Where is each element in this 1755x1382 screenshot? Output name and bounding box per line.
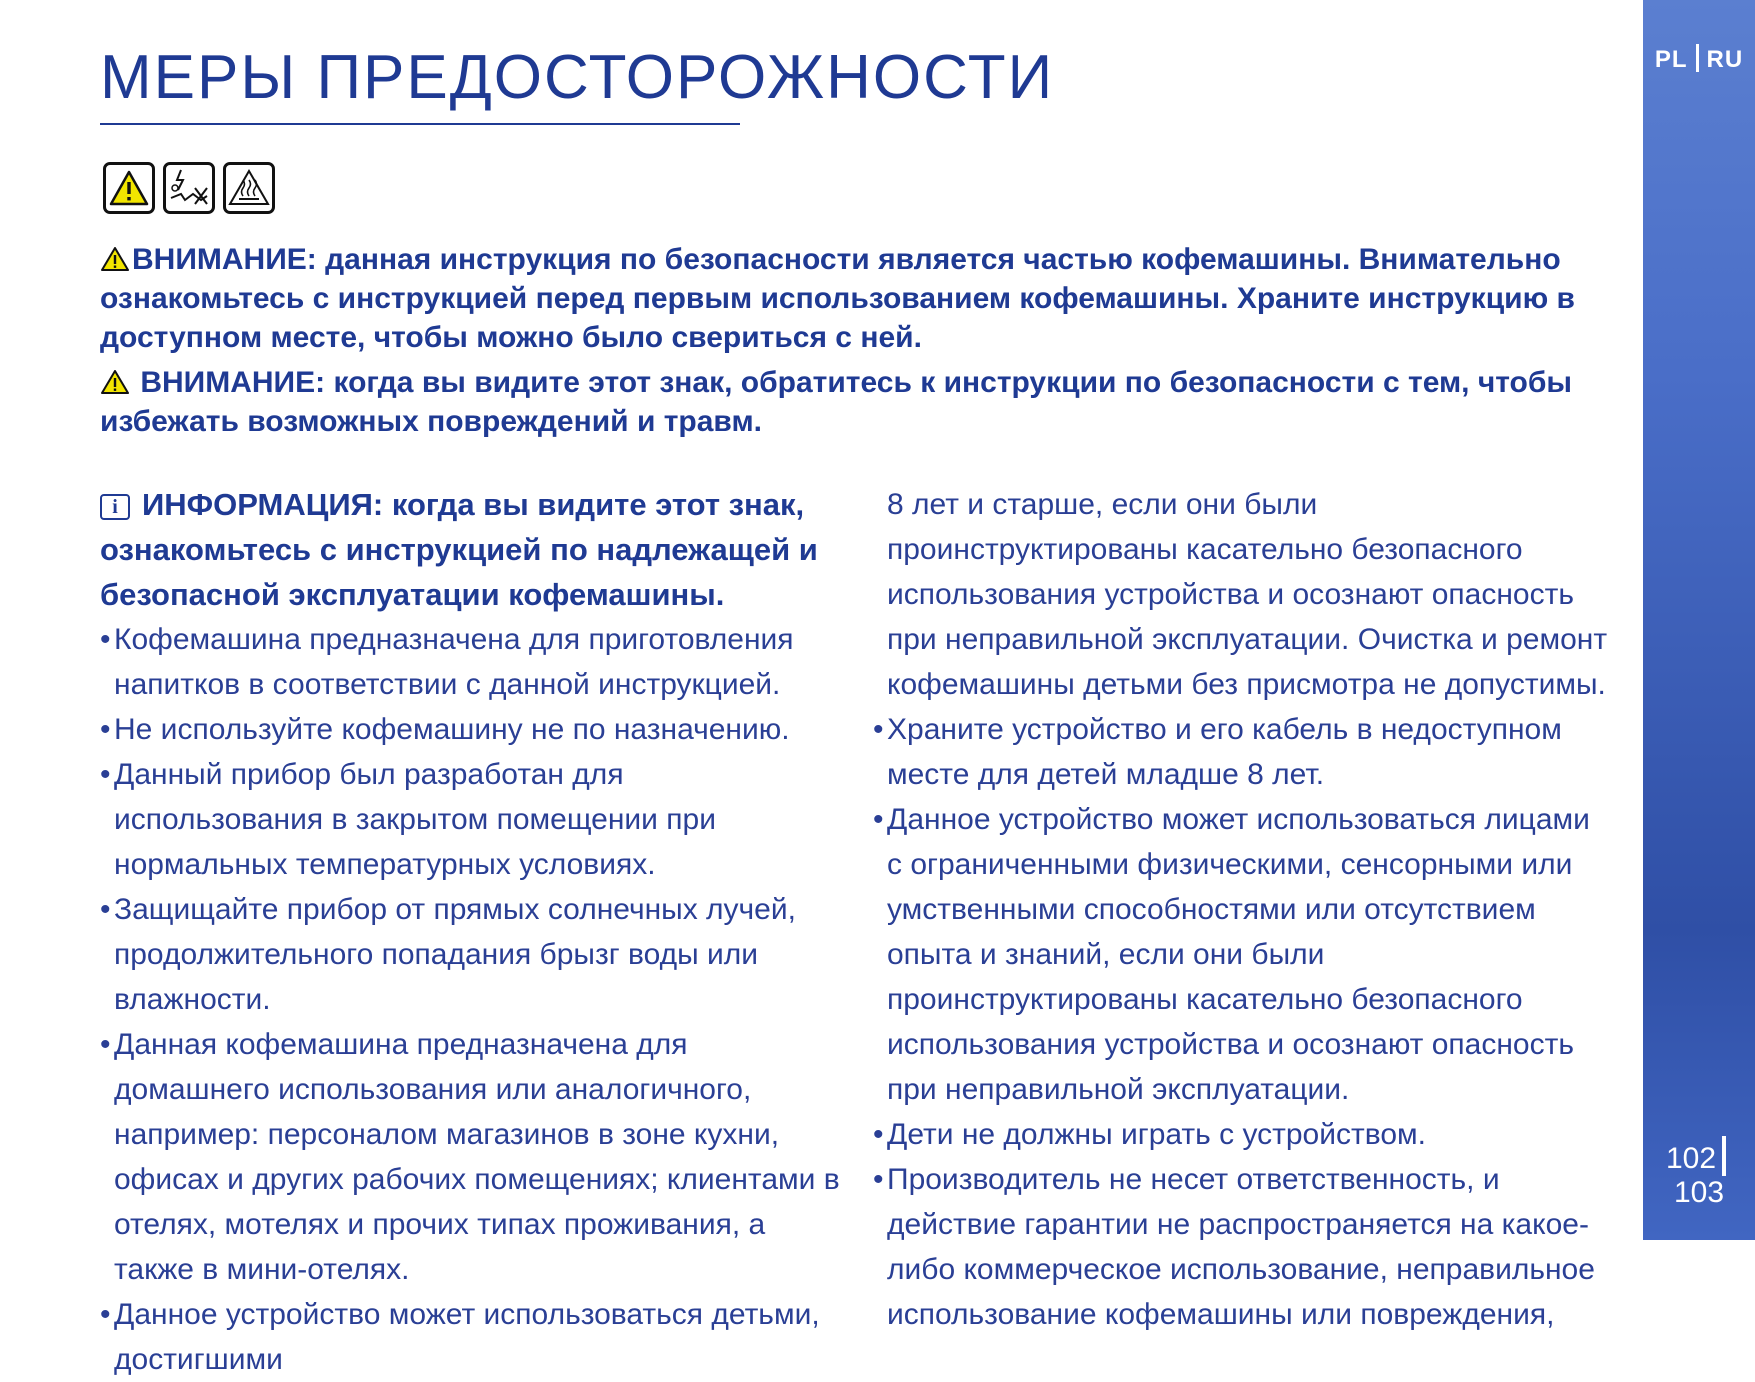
warning-label: ВНИМАНИЕ:	[132, 243, 317, 276]
warning-triangle-icon	[100, 246, 130, 272]
page-numbers	[1643, 1136, 1755, 1210]
info-heading	[100, 482, 840, 617]
info-text: когда вы видите этот знак, ознакомьтесь с инструкцией по надлежащей и безопасной эксплуатации кофемашины.	[100, 487, 818, 612]
language-indicator	[1643, 44, 1755, 74]
hot-surface-icon	[223, 162, 275, 214]
list-item: • Храните устройство и его кабель в недоступном месте для детей младше 8 лет.	[873, 707, 1613, 797]
warning-text: когда вы видите этот знак, обратитесь к инструкции по безопасности с тем, чтобы избежать возможных повреждений и травм.	[100, 366, 1573, 438]
list-item: • Производитель не несет ответственность, и действие гарантии не распространяется на какое-либо коммерческое использование, неправильное использование кофемашины или повреждения,	[873, 1157, 1613, 1337]
info-icon: i	[100, 494, 130, 520]
warning-label: ВНИМАНИЕ:	[140, 366, 326, 399]
page-title: МЕРЫ ПРЕДОСТОРОЖНОСТИ	[100, 43, 1055, 112]
warning-paragraph-2	[100, 363, 1610, 441]
continued-paragraph: 8 лет и старше, если они были проинструктированы касательно безопасного использования устройства и осознают опасность при неправильной эксплуатации. Очистка и ремонт кофемашины детьми без присмотра не допустимы.	[887, 488, 1608, 701]
right-column	[873, 482, 1613, 1337]
precautions-list-left	[100, 617, 840, 1382]
list-item: • Данное устройство может использоваться детьми, достигшими	[100, 1292, 840, 1382]
title-underline	[100, 123, 740, 125]
lang-pl: PL	[1654, 46, 1688, 73]
warning-paragraph-1	[100, 240, 1610, 357]
warning-text: данная инструкция по безопасности является частью кофемашины. Внимательно ознакомьтесь с инструкцией перед первым использованием кофемашины. Храните инструкцию в доступном месте, чтобы можно было свериться с ней.	[100, 243, 1575, 354]
list-item: • Дети не должны играть с устройством.	[873, 1112, 1613, 1157]
list-item: • Кофемашина предназначена для приготовления напитков в соответствии с данной инструкцией.	[100, 617, 840, 707]
list-item: • Защищайте прибор от прямых солнечных лучей, продолжительного попадания брызг воды или влажности.	[100, 887, 840, 1022]
list-item: • Данное устройство может использоваться лицами с ограниченными физическими, сенсорными или умственными способностями или отсутствием опыта и знаний, если они были проинструктированы касательно безопасного использования устройства и осознают опасность при неправильной эксплуатации.	[873, 797, 1613, 1112]
warning-triangle-icon	[100, 369, 130, 395]
list-item: • Данная кофемашина предназначена для домашнего использования или аналогичного, например: персоналом магазинов в зоне кухни, офисах и других рабочих помещениях; клиентами в отелях, мотелях и прочих типах проживания, а также в мини-отелях.	[100, 1022, 840, 1292]
info-label: ИНФОРМАЦИЯ:	[142, 487, 384, 522]
page-number-right: 103	[1673, 1176, 1725, 1209]
warning-triangle-icon	[103, 162, 155, 214]
lang-divider	[1696, 44, 1699, 72]
page-number-left: 102	[1665, 1142, 1717, 1175]
lang-ru: RU	[1706, 46, 1744, 73]
side-tab	[1643, 0, 1755, 1240]
left-column	[100, 482, 840, 1382]
page-divider	[1722, 1136, 1726, 1176]
safety-icons	[103, 162, 275, 214]
electric-shock-icon	[163, 162, 215, 214]
list-item: • Данный прибор был разработан для использования в закрытом помещении при нормальных температурных условиях.	[100, 752, 840, 887]
precautions-list-right	[873, 707, 1613, 1337]
list-item: • Не используйте кофемашину не по назначению.	[100, 707, 840, 752]
